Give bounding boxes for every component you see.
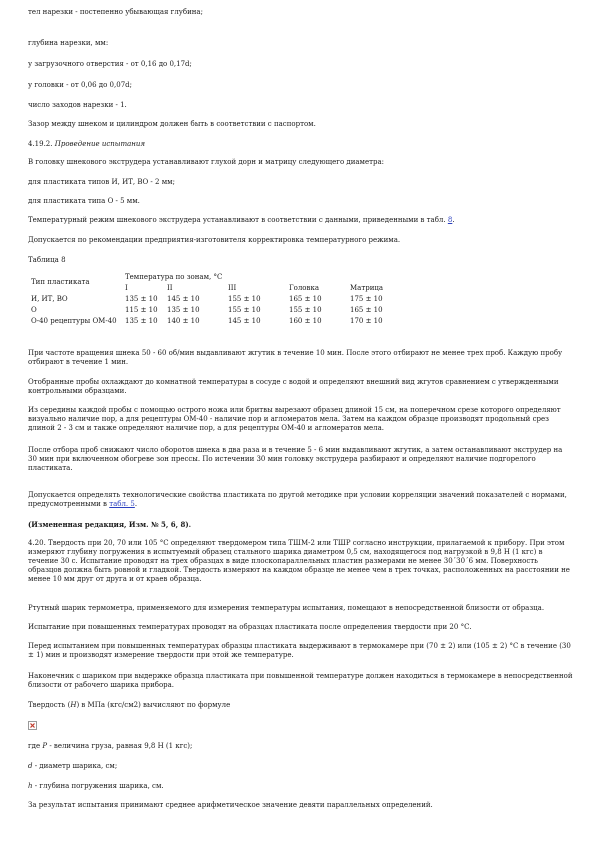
table-cell: 155 ± 10 xyxy=(228,294,261,303)
variable-d: d xyxy=(28,762,33,770)
table-cell: 160 ± 10 xyxy=(289,316,322,325)
table-header-zone: Матрица xyxy=(350,283,384,292)
paragraph: Отобранные пробы охлаждают до комнатной температуры в сосуде с водой и определяют внешний вид жгутов сравнением с утвержденными контрольными образцами. xyxy=(28,378,559,395)
table-5-link[interactable]: табл. 5 xyxy=(109,500,135,508)
table-cell: 170 ± 10 xyxy=(350,316,383,325)
table-8-link[interactable]: 8 xyxy=(447,216,453,224)
table-caption: Таблица 8 xyxy=(28,256,66,264)
table-cell: 145 ± 10 xyxy=(228,316,261,325)
paragraph xyxy=(28,762,573,771)
table-cell: 175 ± 10 xyxy=(350,294,383,303)
broken-image-icon xyxy=(28,721,37,730)
paragraph: Ртутный шарик термометра, применяемого для измерения температуры испытания, помещают в непосредственной близости от образца. xyxy=(28,604,545,612)
amendment-note: (Измененная редакция, Изм. № 5, 6, 8). xyxy=(28,520,192,529)
text-line: тел нарезки - постепенно убывающая глубина; xyxy=(28,8,203,16)
text-line: Зазор между шнеком и цилиндром должен быть в соответствии с паспортом. xyxy=(28,120,316,128)
paragraph: 4.20. Твердость при 20, 70 или 105 °С определяют твердомером типа ТШМ-2 или ТШР согласно инструкции, прилагаемой к прибору. При этом измеряют глубину погружения в испытуемый образец стального шарика диаметром 0,5 см, находящегося под нагрузкой в 9,8 Н (1 кгс) в течение 30 с. Испытание проводят на трех образцах в виде плоскопараллельных пластин размерами не менее 30´30´6 мм. Поверхность образцов должна быть ровной и гладкой. Твердость измеряют на каждом образце не менее чем в трех точках, расположенных на расстоянии не менее 10 мм друг от друга и от краев образца. xyxy=(28,539,570,583)
section-heading xyxy=(28,140,573,149)
text-line: для пластиката типов И, ИТ, ВО - 2 мм; xyxy=(28,178,175,186)
table-header-group: Температура по зонам, °С xyxy=(125,272,223,281)
table-header-zone: II xyxy=(167,283,173,292)
text-run: . xyxy=(134,500,138,508)
table-cell: 165 ± 10 xyxy=(289,294,322,303)
table-header-zone: Головка xyxy=(289,283,319,292)
text-line: В головку шнекового экструдера устанавливают глухой дорн и матрицу следующего диаметра: xyxy=(28,158,385,166)
text-run: ) в МПа (кгс/см2) вычисляют по формуле xyxy=(76,701,231,709)
table-cell: 155 ± 10 xyxy=(228,305,261,314)
paragraph: За результат испытания принимают среднее арифметическое значение девяти параллельных определений. xyxy=(28,801,433,809)
text-line xyxy=(28,216,573,225)
section-title: Проведение испытания xyxy=(54,140,146,148)
variable-h: h xyxy=(28,782,33,790)
temperature-table xyxy=(28,271,398,326)
variable-p: P xyxy=(42,742,48,750)
text-line: Допускается по рекомендации предприятия-изготовителя корректировка температурного режима. xyxy=(28,236,401,244)
table-cell: 140 ± 10 xyxy=(167,316,200,325)
paragraph: Наконечник с шариком при выдержке образца пластиката при повышенной температуре должен находиться в термокамере в непосредственной близости от рабочего шарика прибора. xyxy=(28,672,573,689)
text-line: у загрузочного отверстия - от 0,16 до 0,17d; xyxy=(28,60,192,68)
paragraph xyxy=(28,491,573,509)
paragraph xyxy=(28,742,573,751)
text-line: глубина нарезки, мм: xyxy=(28,39,109,47)
paragraph: После отбора проб снижают число оборотов шнека в два раза и в течение 5 - 6 мин выдавливают жгутик, а затем останавливают экструдер на 30 мин при включенном обогреве зон прессы. По истечении 30 мин головку экструдера разбирают и определяют наличие подгорелого пластиката. xyxy=(28,446,563,472)
text-line: для пластиката типа О - 5 мм. xyxy=(28,197,140,205)
table-row xyxy=(28,315,398,326)
text-run: где xyxy=(28,742,41,750)
text-run: Твердость ( xyxy=(28,701,71,709)
table-header-zone: III xyxy=(228,283,237,292)
table-header-zone: I xyxy=(125,283,128,292)
table-cell-type: О-40 рецептуры ОМ-40 xyxy=(31,316,117,325)
table-cell: 145 ± 10 xyxy=(167,294,200,303)
paragraph: Перед испытанием при повышенных температурах образцы пластиката выдерживают в термокамере при (70 ± 2) или (105 ± 2) °С в течение (30 ± 1) мин и производят измерение твердости при этой же температуре. xyxy=(28,642,571,659)
text-run: - глубина погружения шарика, см. xyxy=(34,782,164,790)
table-cell: 135 ± 10 xyxy=(125,294,158,303)
variable-h: H xyxy=(70,701,77,709)
paragraph: Из середины каждой пробы с помощью острого ножа или бритвы вырезают образец длиной 15 см, на поперечном срезе которого определяют визуально наличие пор, а для рецептуры ОМ-40 - наличие пор и агломератов мела. Затем на каждом образце производят продольный срез длиной 2 - 3 см и также определяют наличие пор, а для рецептуры ОМ-40 и агломератов мела. xyxy=(28,406,561,432)
table-cell: 135 ± 10 xyxy=(167,305,200,314)
table-header-type: Тип пластиката xyxy=(31,278,90,286)
text-line: у головки - от 0,06 до 0,07d; xyxy=(28,81,132,89)
paragraph: Испытание при повышенных температурах проводят на образцах пластиката после определения твердости при 20 °С. xyxy=(28,623,472,631)
table-row xyxy=(28,304,398,315)
section-number: 4.19.2. xyxy=(28,140,53,148)
table-cell: 115 ± 10 xyxy=(125,305,158,314)
paragraph xyxy=(28,782,573,791)
paragraph: При частоте вращения шнека 50 - 60 об/мин выдавливают жгутик в течение 10 мин. После этого отбирают не менее трех проб. Каждую пробу отбирают в течение 1 мин. xyxy=(28,349,563,366)
text-run: - величина груза, равная 9,8 Н (1 кгс); xyxy=(49,742,193,750)
text-run: . xyxy=(452,216,455,224)
text-line: число заходов нарезки - 1. xyxy=(28,101,127,109)
text-run: - диаметр шарика, см; xyxy=(34,762,118,770)
table-row xyxy=(28,293,398,304)
table-cell-type: О xyxy=(31,305,37,314)
table-cell: 135 ± 10 xyxy=(125,316,158,325)
table-cell: 165 ± 10 xyxy=(350,305,383,314)
paragraph xyxy=(28,701,573,710)
table-cell-type: И, ИТ, ВО xyxy=(31,294,68,303)
table-cell: 155 ± 10 xyxy=(289,305,322,314)
text-run: Температурный режим шнекового экструдера устанавливают в соответствии с данными, приведенными в табл. xyxy=(28,216,446,224)
text-run: Допускается определять технологические свойства пластиката по другой методике при условии корреляции значений показателей с нормами, предусмотренными в xyxy=(28,491,567,508)
